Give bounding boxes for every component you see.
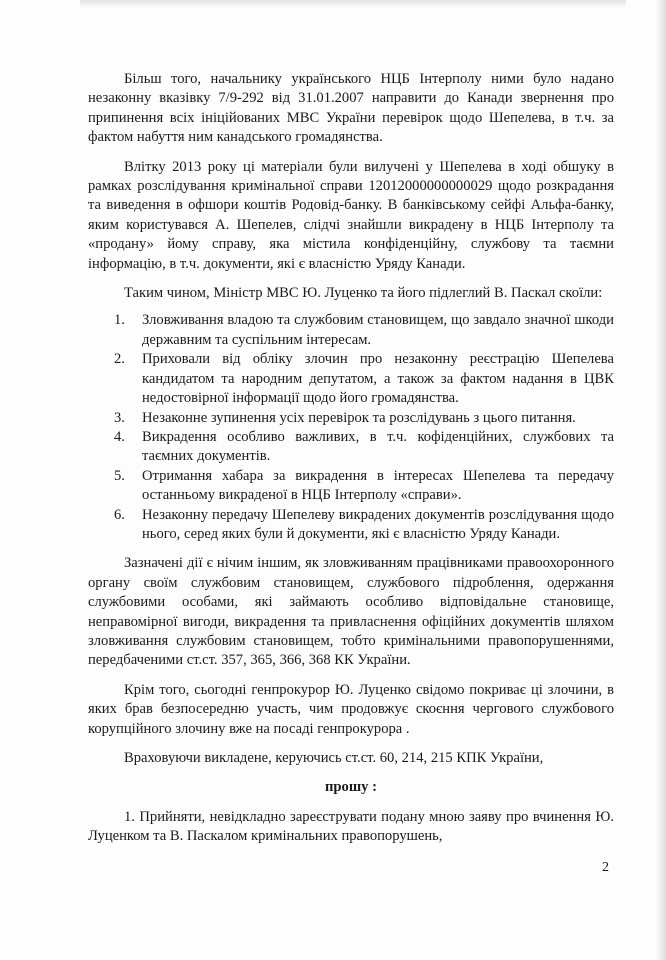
paragraph-prosecutor-covering: Крім того, сьогодні генпрокурор Ю. Луценко свідомо покриває ці злочини, в яких брав безпосередню участь, чим продовжує скоєння чергового службового корупційного злочину вже на посаді генпрокурора .: [88, 681, 614, 737]
list-item-number: 2.: [114, 351, 125, 368]
request-item: 1. Прийняти, невідкладно зареєструвати подану мною заяву про вчинення Ю. Луценком та В. Паскалом кримінальних правопорушень,: [88, 808, 614, 845]
request-heading: прошу :: [325, 779, 377, 796]
list-item-number: 4.: [114, 428, 125, 445]
list-item-number: 1.: [114, 312, 125, 329]
list-item: [88, 467, 614, 506]
list-item-number: 5.: [114, 467, 125, 484]
list-item-number: 6.: [114, 506, 125, 523]
list-item-text: Викрадення особливо важливих, в т.ч. кофіденційних, службових та таємних документів.: [142, 428, 614, 465]
list-item-text: Отримання хабара за викрадення в інтересах Шепелева та передачу останньому викраденої в НЦБ Інтерполу «справи».: [142, 467, 614, 504]
list-item: [88, 409, 614, 428]
list-item-number: 3.: [114, 409, 125, 426]
list-item: [88, 311, 614, 350]
charges-list: [88, 311, 614, 544]
list-item: [88, 506, 614, 545]
paragraph-materials-seized: Влітку 2013 року ці матеріали були вилучені у Шепелева в ході обшуку в рамках розслідування кримінальної справи 12012000000000029 щодо розкрадання та виведення в офшори коштів Родовід-банку. В банківському сейфі Альфа-банку, яким користувався А. Шепелев, слідчі знайшли викрадену в НЦБ Інтерполу та «продану» йому справу, яка містила конфіденційну, службову та таємни інформацію, в т.ч. документи, які є власністю Уряду Канади.: [88, 158, 614, 272]
paragraph-thus-committed: Таким чином, Міністр МВС Ю. Луценко та його підлеглий В. Паскал скоїли:: [124, 285, 603, 302]
scan-edge-shadow: [80, 0, 626, 8]
list-item-text: Незаконне зупинення усіх перевірок та розслідувань з цього питання.: [142, 409, 576, 426]
list-item-text: Приховали від обліку злочин про незаконну реєстрацію Шепелева кандидатом та народним депутатом, а також за фактом надання в ЦВК недостовірної інформації щодо його громадянства.: [142, 351, 614, 407]
list-item: [88, 350, 614, 408]
list-item-text: Зловживання владою та службовим становищем, що завдало значної шкоди державним та суспільним інтересам.: [142, 312, 614, 348]
list-item-text: Незаконну передачу Шепелеву викрадених документів розслідування щодо нього, серед яких були й документи, які є власністю Уряду Канади.: [142, 506, 614, 542]
paragraph-interpol-instruction: Більш того, начальнику українського НЦБ Інтерполу ними було надано незаконну вказівку 7/9-292 від 31.01.2007 направити до Канади звернення про припинення всіх ініційованих МВС України перевірок щодо Шепелева, в т.ч. за фактом набуття ним канадського громадянства.: [88, 71, 614, 146]
page-number: 2: [602, 860, 609, 875]
scan-side-shadow: [656, 0, 666, 960]
list-item: [88, 428, 614, 467]
paragraph-legal-basis: Враховуючи викладене, керуючись ст.ст. 60, 214, 215 КПК України,: [124, 750, 544, 766]
paragraph-actions-qualification: Зазначені дії є нічим іншим, як зловживанням працівниками правоохоронного органу своїм службовим становищем, службового підроблення, одержання службовими особами, які займають особливо відповідальне становище, неправомірної вигоди, викрадення та привласнення офіційних документів шляхом зловживання службовим становищем, тобто кримінальними правопорушеннями, передбаченими ст.ст. 357, 365, 366, 368 КК України.: [88, 555, 614, 669]
